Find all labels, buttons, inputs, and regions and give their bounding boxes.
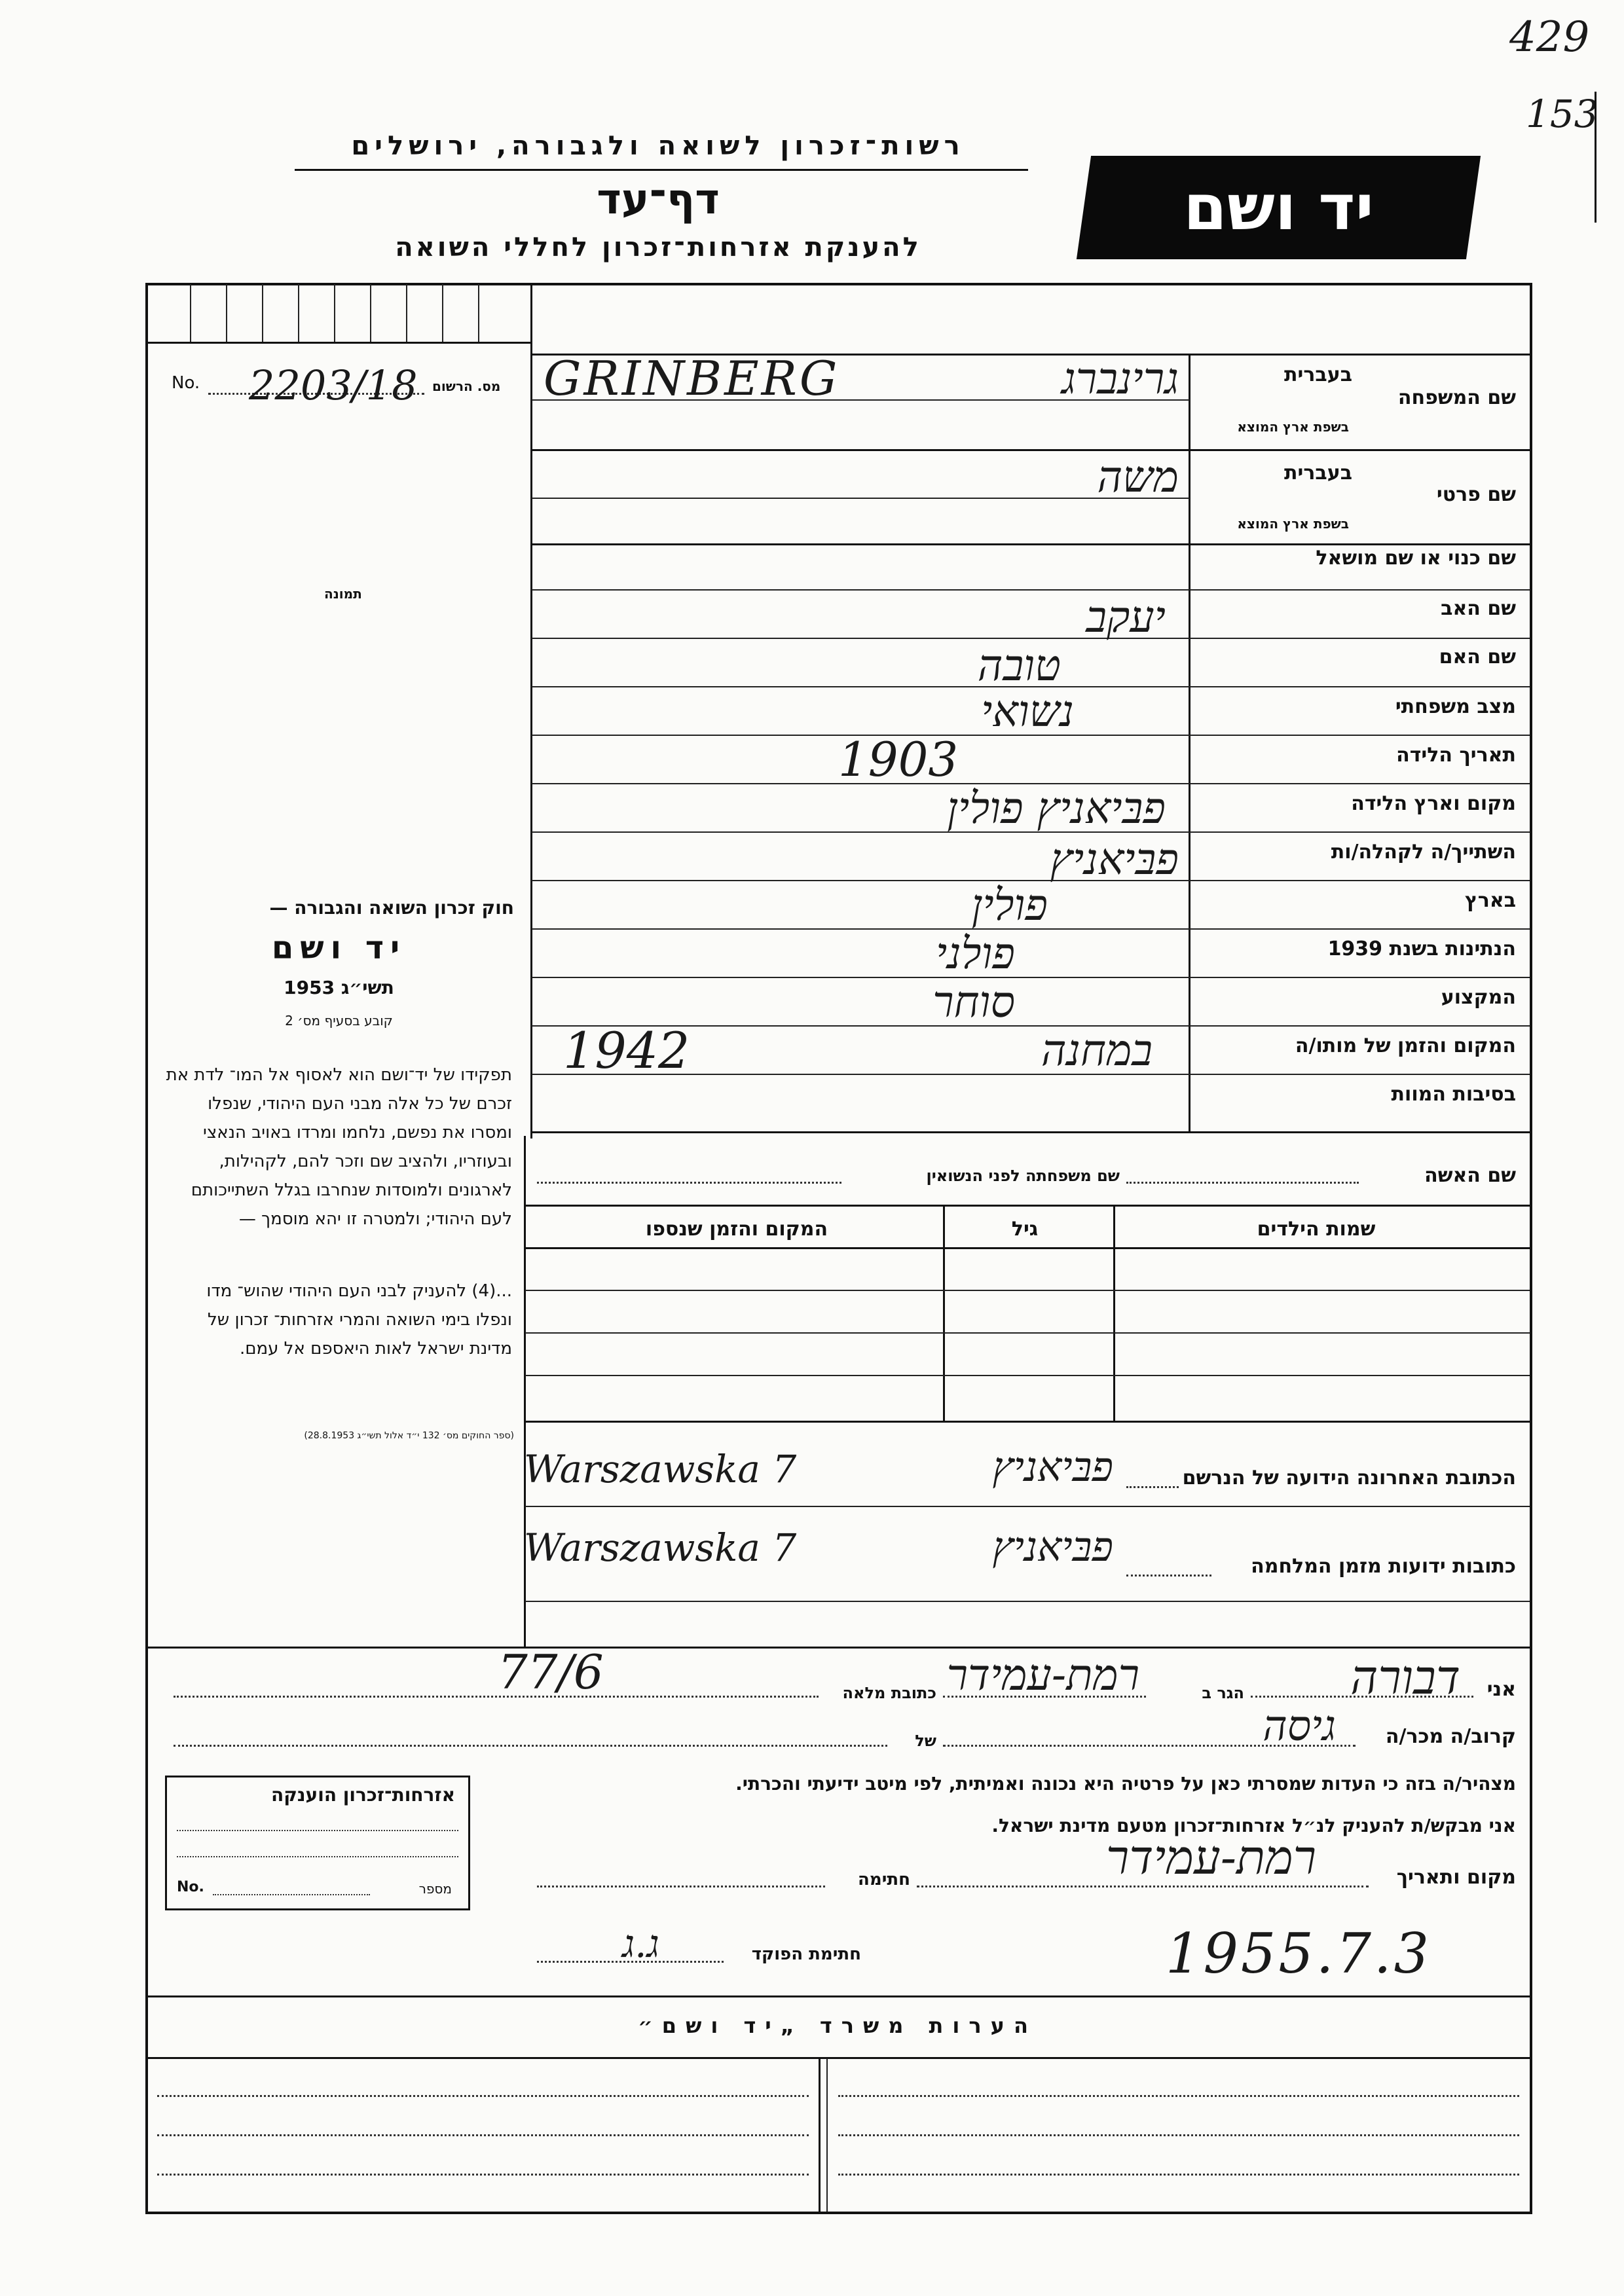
spouse-label: שם האשה [1424,1164,1516,1187]
citizenship-dots [177,1830,458,1831]
address-line [525,1506,1530,1507]
citizenship-value: פולני [935,928,1015,979]
declarant-full-address-label: כתובת מלאה [842,1684,936,1702]
relation-value: גיסה [1263,1702,1336,1751]
last-address-value: Warszawska 7 [524,1447,797,1491]
citizenship-number-label: מספר [418,1881,452,1897]
law-paragraph-1: תפקידו של יד־ושם הוא לאסוף אל המו־ לדת את זכרם של כל אלה מבני העם היהודי, שנפלו ומסרו את נפשם, נלחמו ומרדו באויב הנאצי ובעוזריו, ולהציב שם וזכר להם, לקהילות, לארגונים ולמוסדות שנחרבו בגלל השתייכותם לעם היהודי; ולמטרה זו יהא מוסמך — [166,1065,512,1229]
last-address-hebrew-value: פבּיאניץ [992,1443,1113,1491]
surname-hebrew-label: בעברית [1284,363,1352,386]
statement-truth: מצהיר/ה בזה כי העדות שמסרתי כאן על פרטיה היא נכונה ואמיתית, לפי מיטב ידיעתי והכרתי. [735,1773,1516,1795]
place-date-label: מקום ותאריך [1396,1866,1516,1889]
row-line [532,977,1530,978]
surname-origin-label: בשפת ארץ המוצא [1237,419,1349,435]
grid-cell-line [190,284,191,342]
marital-value: נשואי [981,686,1074,737]
law-clause: קובע בסעיף מס׳ 2 [285,1013,393,1029]
citizenship-dots [177,1856,458,1857]
signature-label: חתימה [858,1870,910,1889]
notes-dots [157,2095,809,2097]
spouse-maiden-label: שם משפחתה לפני הנשואין [926,1167,1120,1185]
death-year-value: 1942 [563,1021,690,1080]
photo-label: תמונה [324,586,362,602]
archive-number: 429 [1509,13,1590,62]
table-row [525,1290,1530,1291]
law-citation: (ספר החוקים מס׳ 132 י״ד אלול תשי״ג 28.8.1953) [304,1430,514,1441]
notes-divider [826,2058,828,2212]
table-row [525,1375,1530,1376]
notes-top-line [145,1995,1530,1997]
children-names-header: שמות הילדים [1257,1218,1376,1241]
surname-hebrew-value: גרינברג [1061,354,1179,404]
archive-sub-number: 153 [1526,92,1598,136]
authority-name: רשות־זכרון לשואה ולגבורה, ירושלים [351,131,965,161]
statement-request: אני מבקש/ת להעניק לנ״ל אזרחות־זכרון מטעם מדינת ישראל. [991,1815,1516,1836]
last-address-dots [1126,1486,1179,1488]
firstname-hebrew-value: משה [1097,452,1179,502]
war-address-hebrew-value: פבּיאניץ [992,1523,1113,1571]
notes-dots [838,2174,1519,2176]
community-label: השתייך/ה לקהלה/ות [1331,841,1516,864]
table-col-line [1113,1206,1115,1422]
office-notes-title: הערות משרד „יד ושם״ [638,2013,1037,2038]
label-divider [1189,354,1190,1133]
death-place-value: במחנה [1041,1025,1153,1076]
children-age-header: גיל [1011,1218,1039,1241]
notes-header-line [145,2057,1530,2059]
registration-number: 2203/18 [249,361,418,409]
place-date-dots [917,1886,1369,1887]
grid-cell-line [406,284,407,342]
death-place-time-label: המקום והזמן של מותו/ה [1295,1034,1516,1057]
citizenship-no-label: No. [177,1879,204,1895]
official-signature-label: חתימת הפוקד [751,1944,861,1964]
firstname-hebrew-label: בעברית [1284,462,1352,484]
declarant-address-dots [174,1696,819,1698]
birthdate-label: תאריך הלידה [1396,744,1516,767]
father-value: יעקב [1086,592,1166,642]
header-underline [295,169,1028,171]
birthplace-value: פבּיאניץ פולין [947,783,1166,833]
row-line [532,589,1530,591]
country-label: בארץ [1464,889,1516,912]
grid-cell-line [370,284,371,342]
yad-vashem-logo [1077,156,1481,259]
of-label: של [915,1732,936,1750]
spouse-maiden-dots [537,1182,841,1184]
declarant-name-value: דבורה [1350,1650,1460,1705]
column-divider [530,284,532,1139]
citizenship-number-dots [213,1894,370,1895]
surname-label: שם המשפחה [1397,386,1516,409]
notes-dots [157,2174,809,2176]
war-address-dots [1126,1575,1211,1576]
mother-label: שם האם [1439,646,1516,668]
birthdate-value: 1903 [838,732,959,787]
spouse-bottom-line [525,1205,1530,1207]
official-signature-value: ג.ג [622,1922,659,1966]
profession-label: המקצוע [1441,986,1516,1009]
grid-cell-line [262,284,263,342]
citizenship-granted-box [165,1776,470,1910]
spouse-dots [1126,1182,1359,1184]
signature-dots [537,1886,825,1887]
frame-bottom [145,2212,1532,2214]
grid-cell-line [442,284,443,342]
surname-origin-value: GRINBERG [544,351,840,406]
notes-divider [819,2058,821,2212]
citizenship-label: הנתינות בשנת 1939 [1327,938,1516,960]
section-divider [145,1647,1530,1649]
address-line [525,1601,1530,1602]
children-death-header: המקום והזמן שנספו [645,1218,828,1241]
table-row [525,1332,1530,1334]
frame-left [145,283,148,2214]
grid-cell-line [478,284,479,342]
firstname-origin-label: בשפת ארץ המוצא [1237,516,1349,532]
notes-dots [838,2134,1519,2136]
declaration-date-value: 1955.7.3 [1166,1922,1432,1986]
father-label: שם האב [1441,597,1516,620]
law-year: תשי״ג 1953 [284,977,394,998]
declarant-lives-in-label: הגר ב [1202,1684,1244,1702]
firstname-label: שם פרטי [1436,483,1516,506]
row-line [532,449,1530,451]
law-name: יד ושם [271,930,407,966]
notes-dots [157,2134,809,2136]
grid-cell-line [298,284,299,342]
table-bottom-line [525,1421,1530,1423]
notes-dots [838,2095,1519,2097]
country-value: פולין [971,880,1048,930]
citizenship-granted-title: אזרחות־זכרון הוענקה [271,1784,455,1806]
table-col-line [943,1206,945,1422]
row-line [532,543,1530,545]
of-dots [174,1745,887,1747]
declarant-address-value: 77/6 [498,1645,604,1700]
column-divider [524,1136,526,1647]
grid-cell-line [334,284,335,342]
mother-value: טובה [977,640,1061,691]
law-title: חוק זכרון השואה והגבורה — [269,897,514,919]
fields-bottom-line [532,1131,1530,1133]
margin-mark [1595,92,1596,223]
declarant-i-label: אני [1486,1678,1516,1701]
profession-value: סוחר [932,977,1015,1027]
registration-no-label: No. [172,373,200,393]
last-address-label: הכתובת האחרונה הידועה של הנרשם [1182,1467,1516,1489]
war-address-value: Warszawska 7 [524,1525,797,1570]
frame-right [1530,283,1532,2214]
relative-label: קרוב/ה מכר/ה [1385,1725,1516,1748]
nickname-label: שם כנוי או שם מושאל [1316,547,1516,570]
death-cause-label: בסיבות המוות [1391,1083,1516,1106]
form-title: דף־עד [597,175,720,224]
marital-label: מצב משפחתי [1395,695,1516,718]
community-value: פבּיאניץ [1050,834,1179,884]
birthplace-label: מקום וארץ הלידה [1351,792,1516,815]
place-value: רמת-עמידר [1105,1830,1316,1885]
grid-bottom [145,342,532,344]
frame-top [145,283,1532,285]
law-paragraph-2: ...(4) להעניק לבני העם היהודי שהוש־ מדו ונפלו בימי השואה והמרי אזרחות־ זכרון של מדינת ישראל לאות היאספם אל עמם. [206,1281,512,1358]
registration-label: מס. הרשום [432,378,501,394]
logo-text: יד ושם [1183,171,1374,244]
war-address-label: כתובות ידועות מזמן המלחמה [1251,1555,1516,1578]
declarant-town-value: רמת-עמידר [946,1650,1139,1700]
table-header-line [525,1247,1530,1249]
form-subtitle: להענקת אזרחות־זכרון לחללי השואה [395,232,921,263]
grid-cell-line [226,284,227,342]
